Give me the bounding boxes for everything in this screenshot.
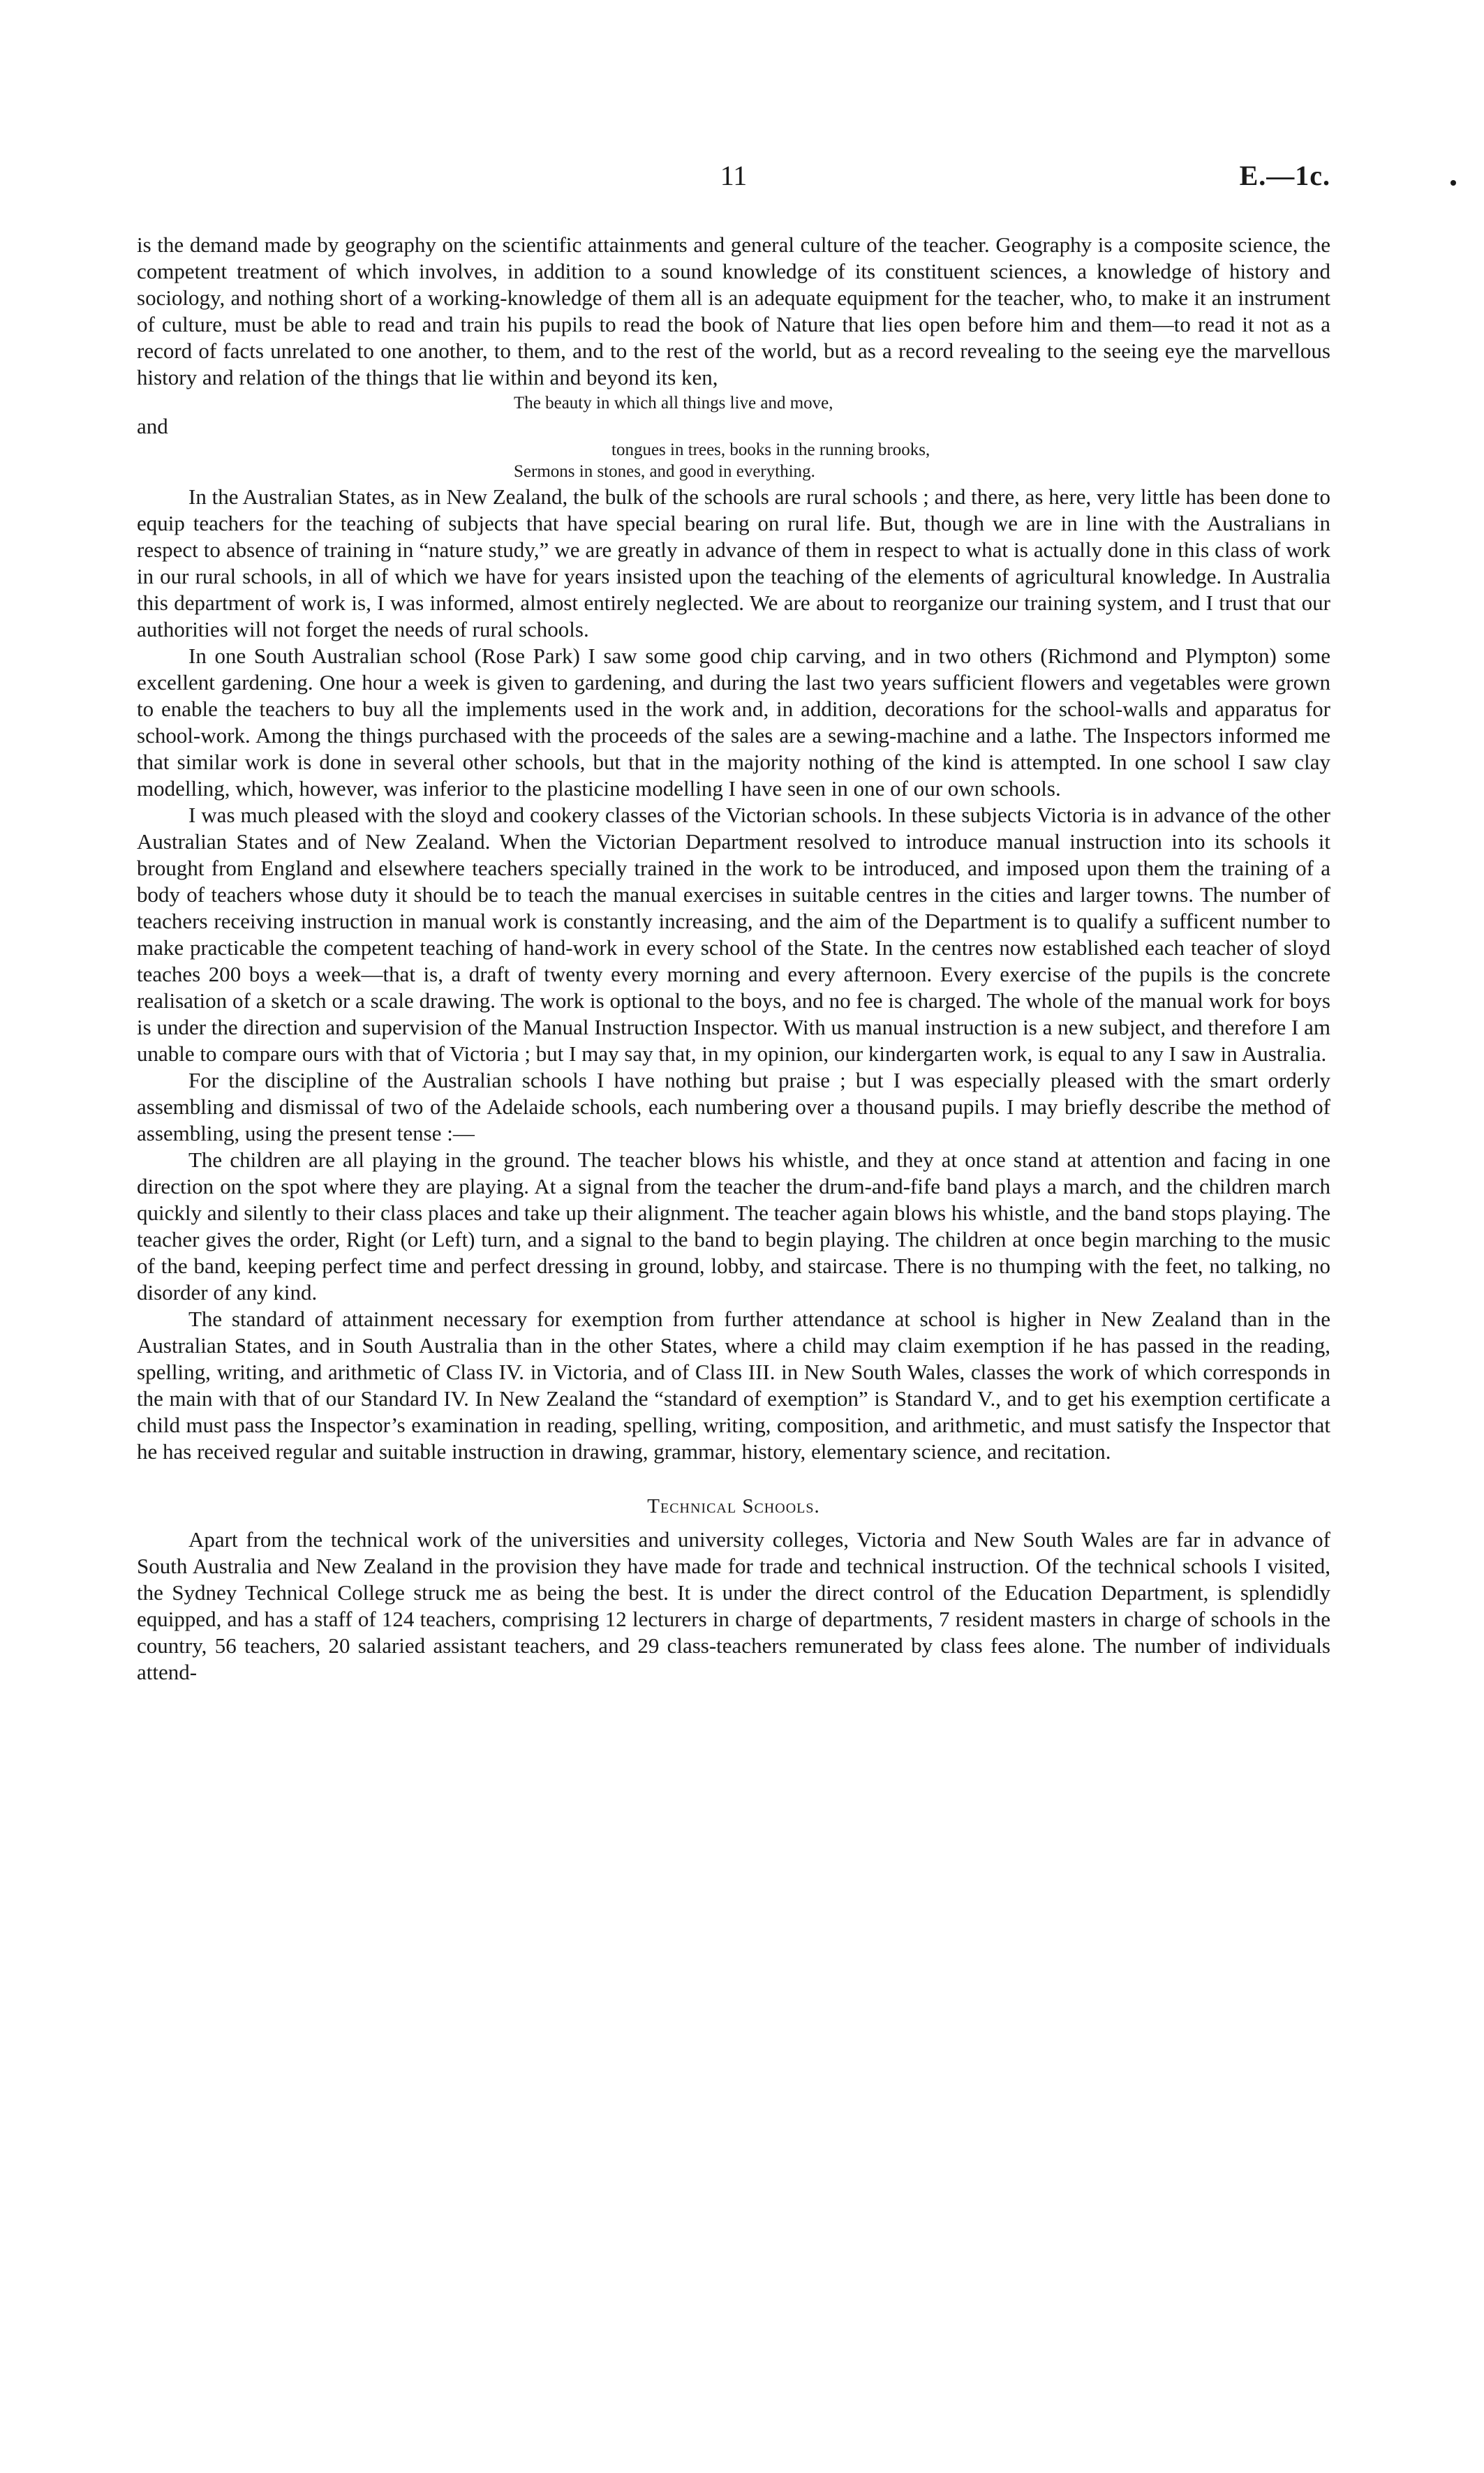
paragraph-rural-schools: In the Australian States, as in New Zealand, the bulk of the schools are rural schools ; and there, as here, very little has been done to equip teachers for the teaching of subjects that have special bearing on rural life. But, though we are in line with the Australians in respect to absence of training in “nature study,” we are greatly in advance of them in respect to what is actually done in this class of work in our rural schools, in all of which we have for years insisted upon the teaching of the elements of agricultural knowledge. In Australia this department of work is, I was informed, almost entirely neglected. We are about to reorganize our training system, and I trust that our authorities will not forget the needs of rural schools. <box>137 484 1330 641</box>
body-text <box>137 232 1330 1686</box>
quotation <box>137 392 1330 482</box>
paragraph-geography: is the demand made by geography on the scientific attainments and general culture of the teacher. Geography is a composite science, the competent treatment of which involves, in addition to a sound knowledge of its constituent sciences, a knowledge of history and sociology, and nothing short of a working-knowledge of them all is an adequate equipment for the teacher, who, to make it an instrument of culture, must be able to read and train his pupils to read the book of Nature that lies open before him and them—to read it not as a record of facts unrelated to one another, to them, and to the rest of the world, but as a record revealing to the seeing eye the marvellous history and relation of the things that lie within and beyond its ken, <box>137 232 1330 389</box>
paragraph-technical-schools: Apart from the technical work of the universities and university colleges, Victoria and New South Wales are far in advance of South Australia and New Zealand in the provision they have made for trade and technical instruction. Of the technical schools I visited, the Sydney Technical College struck me as being the best. It is under the direct control of the Education Department, is splendidly equipped, and has a staff of 124 teachers, comprising 12 lecturers in charge of departments, 7 resident masters in charge of schools in the country, 56 teachers, 20 salaried assistant teachers, and 29 class-teachers remunerated by class fees alone. The number of individuals attend- <box>137 1527 1330 1684</box>
section-heading-technical-schools: Technical Schools. <box>647 1495 820 1517</box>
quote-line-2: tongues in trees, books in the running brooks, <box>611 440 930 459</box>
paragraph-south-australian-school: In one South Australian school (Rose Park) I saw some good chip carving, and in two others (Richmond and Plympton) some excellent gardening. One hour a week is given to gardening, and during the last two years sufficient flowers and vegetables were grown to enable the teachers to buy all the implements used in the work and, in addition, decorations for the school-walls and apparatus for school-work. Among the things purchased with the proceeds of the sales are a sewing-machine and a lathe. The Inspectors informed me that similar work is done in several other schools, but that in the majority nothing of the kind is attempted. In one school I saw clay modelling, which, however, was inferior to the plasticine modelling I have seen in one of our own schools. <box>137 644 1330 801</box>
paragraph-discipline: For the discipline of the Australian schools I have nothing but praise ; but I was especially pleased with the smart orderly assembling and dismissal of two of the Adelaide schools, each numbering over a thousand pupils. I may briefly describe the method of assembling, using the present tense :— <box>137 1068 1330 1145</box>
page-number: 11 <box>720 160 748 191</box>
running-head <box>137 159 1330 201</box>
quote-line-1: The beauty in which all things live and move, <box>514 394 833 413</box>
paragraph-exemption: The standard of attainment necessary for exemption from further attendance at school is higher in New Zealand than in the Australian States, and in South Australia than in the other States, where a child may claim exemption if he has passed in the reading, spelling, writing, and arithmetic of Class IV. in Victoria, and of Class III. in New South Wales, classes the work of which corresponds in the main with that of our Standard IV. In New Zealand the “standard of exemption” is Standard V., and to get his exemption certificate a child must pass the Inspector’s examination in reading, spelling, writing, composition, and arithmetic, and must satisfy the Inspector that he has received regular and suitable instruction in drawing, grammar, history, elementary science, and recitation. <box>137 1307 1330 1464</box>
document-page <box>137 0 1330 2473</box>
paragraph-assembling: The children are all playing in the ground. The teacher blows his whistle, and they at once stand at attention and facing in one direction on the spot where they are playing. At a signal from the teacher the drum-and-fife band plays a march, and the children march quickly and silently to their class places and take up their alignment. The teacher again blows his whistle, and the band stops playing. The teacher gives the order, Right (or Left) turn, and a signal to the band to begin playing. The children at once begin marching to the music of the band, keeping perfect time and perfect dressing in ground, lobby, and staircase. There is no thumping with the feet, no talking, no disorder of any kind. <box>137 1148 1330 1305</box>
paragraph-sloyd-cookery: I was much pleased with the sloyd and cookery classes of the Victorian schools. In these subjects Victoria is in advance of the other Australian States and of New Zealand. When the Victorian Department resolved to introduce manual instruction into its schools it brought from England and elsewhere teachers specially trained in the work to be introduced, and imposed upon them the training of a body of teachers whose duty it should be to teach the manual exercises in suitable centres in the cities and larger towns. The number of teachers receiving instruction in manual work is constantly increasing, and the aim of the Department is to qualify a sufficent number to make practicable the competent teaching of hand-work in every school of the State. In the centres now established each teacher of sloyd teaches 200 boys a week—that is, a draft of twenty every morning and every afternoon. Every exercise of the pupils is the concrete realisation of a sketch or a scale drawing. The work is optional to the boys, and no fee is charged. The whole of the manual work for boys is under the direction and supervision of the Manual Instruction Inspector. With us manual instruction is a new subject, and therefore I am unable to compare ours with that of Victoria ; but I may say that, in my opinion, our kindergarten work, is equal to any I saw in Australia. <box>137 803 1330 1066</box>
stray-ink-mark <box>1450 180 1456 186</box>
paper-reference: E.—1c. <box>1239 160 1330 191</box>
quote-line-3: Sermons in stones, and good in everything. <box>514 462 815 481</box>
and-word: and <box>137 414 168 438</box>
